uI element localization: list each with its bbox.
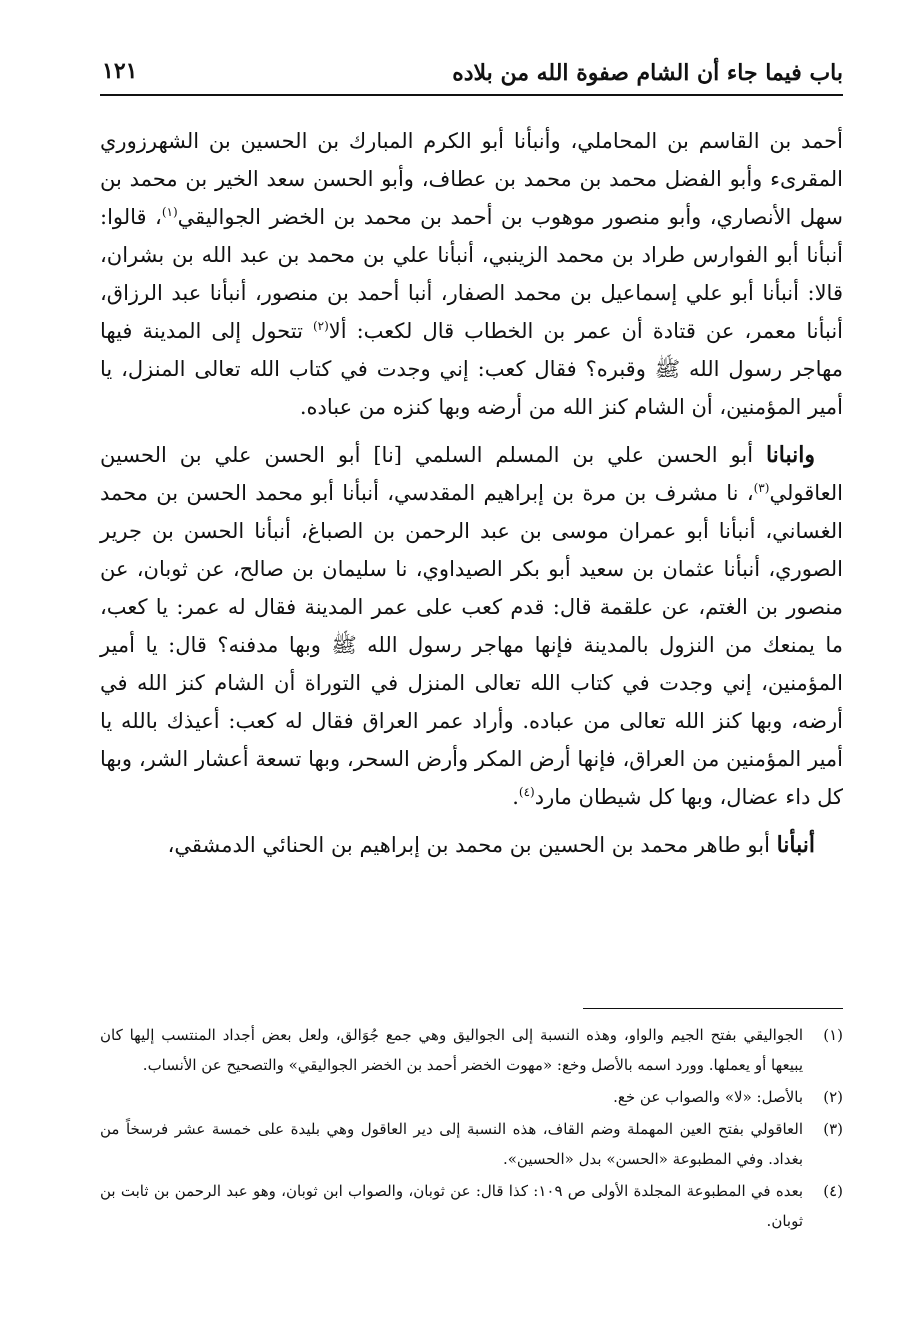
main-text [100,122,843,874]
footnote-2 [100,1082,843,1112]
footnote-ref: (٢) [312,319,329,333]
footnotes [100,1020,843,1238]
paragraph-2 [100,436,843,816]
footnote-1 [100,1020,843,1080]
footnote-number: (١) [823,1026,843,1044]
footnote-text: العاقولي بفتح العين المهملة وضم القاف، هذه النسبة إلى دير العاقول وهي بليدة على خمسة عشر فرسخاً من بغداد. وفي المطبوعة «الحسن» بدل «الحسين». [100,1120,803,1168]
paragraph-lead-word: أنبأنا [776,832,815,858]
paragraph-3 [100,826,843,864]
paragraph-1 [100,122,843,426]
footnote-ref: (٣) [753,481,770,495]
footnote-number: (٣) [823,1120,843,1138]
footnote-3 [100,1114,843,1174]
footnote-separator [583,1008,843,1009]
footnote-number: (٤) [823,1182,843,1200]
footnote-text: الجواليقي بفتح الجيم والواو، وهذه النسبة إلى الجواليق وهي جمع جُوَالق، ولعل بعض أجداد المنتسب إليها كان يبيعها أو يعملها. وورد اسمه بالأصل وخع: «مهوت الخضر أحمد بن الخضر الجواليقي» والتصحيح عن الأنساب. [100,1026,803,1074]
footnote-ref: (١) [161,205,178,219]
footnote-text: بعده في المطبوعة المجلدة الأولى ص ١٠٩: كذا قال: عن ثوبان، والصواب ابن ثوبان، وهو عبد الرحمن بن ثابت بن ثوبان. [100,1182,803,1230]
paragraph-text: أبو طاهر محمد بن الحسين بن محمد بن إبراهيم بن الحنائي الدمشقي، [167,833,777,857]
paragraph-text: . [512,785,519,809]
paragraph-text: أبو الحسن علي بن المسلم السلمي [نا] أبو الحسن علي بن الحسين العاقولي [100,443,843,505]
page-header [100,58,843,94]
paragraph-lead-word: وانبانا [765,442,815,468]
paragraph-text: ، نا مشرف بن مرة بن إبراهيم المقدسي، أنبأنا أبو محمد الحسن بن محمد الغساني، أنبأنا أبو عمران موسى بن عبد الرحمن بن الصباغ، أنبأنا الحسن بن جرير الصوري، أنبأنا عثمان بن سعيد أبو بكر الصيداوي، نا سليمان بن صالح، عن ثوبان، عن منصور بن الغتم، عن علقمة قال: قدم كعب على عمر المدينة فقال له عمر: يا كعب، ما يمنعك من النزول بالمدينة فإنها مهاجر رسول الله ﷺ وبها مدفنه؟ قال: يا أمير المؤمنين، إني وجدت في كتاب الله تعالى المنزل في التوراة أن الشام كنز الله في أرضه، وبها كنز الله تعالى من عباده. وأراد عمر العراق فقال له كعب: أعيذك بالله يا أمير المؤمنين من العراق، فإنها أرض المكر وأرض السحر، وبها تسعة أعشار الشر، وبها كل داء عضال، وبها كل شيطان مارد [100,481,843,809]
footnote-4 [100,1176,843,1236]
paragraph-text: تتحول إلى المدينة فيها مهاجر رسول الله ﷺ وقبره؟ فقال كعب: إني وجدت في كتاب الله تعالى المنزل، يا أمير المؤمنين، أن الشام كنز الله من أرضه وبها كنزه من عباده. [100,319,843,419]
page-number: ١٢١ [102,58,138,84]
paragraph-text: أحمد بن القاسم بن المحاملي، وأنبأنا أبو الكرم المبارك بن الحسين بن الشهرزوري المقرىء وأبو الفضل محمد بن محمد بن عطاف، وأبو الحسن سعد الخير بن محمد بن سهل الأنصاري، وأبو منصور موهوب بن أحمد بن محمد بن الخضر الجواليقي [100,129,843,229]
header-rule [100,94,843,96]
footnote-ref: (٤) [518,785,535,799]
footnote-text: بالأصل: «لا» والصواب عن خع. [613,1088,803,1106]
footnote-number: (٢) [823,1088,843,1106]
paragraph-text: ، قالوا: أنبأنا أبو الفوارس طراد بن محمد الزينبي، أنبأنا علي بن محمد بن عبد الله بن بشران، قالا: أنبأنا أبو علي إسماعيل بن محمد الصفار، أنبا أحمد بن منصور، أنبأنا عبد الرزاق، أنبأنا معمر، عن قتادة أن عمر بن الخطاب قال لكعب: ألا [100,205,844,343]
running-title: باب فيما جاء أن الشام صفوة الله من بلاده [452,60,843,86]
